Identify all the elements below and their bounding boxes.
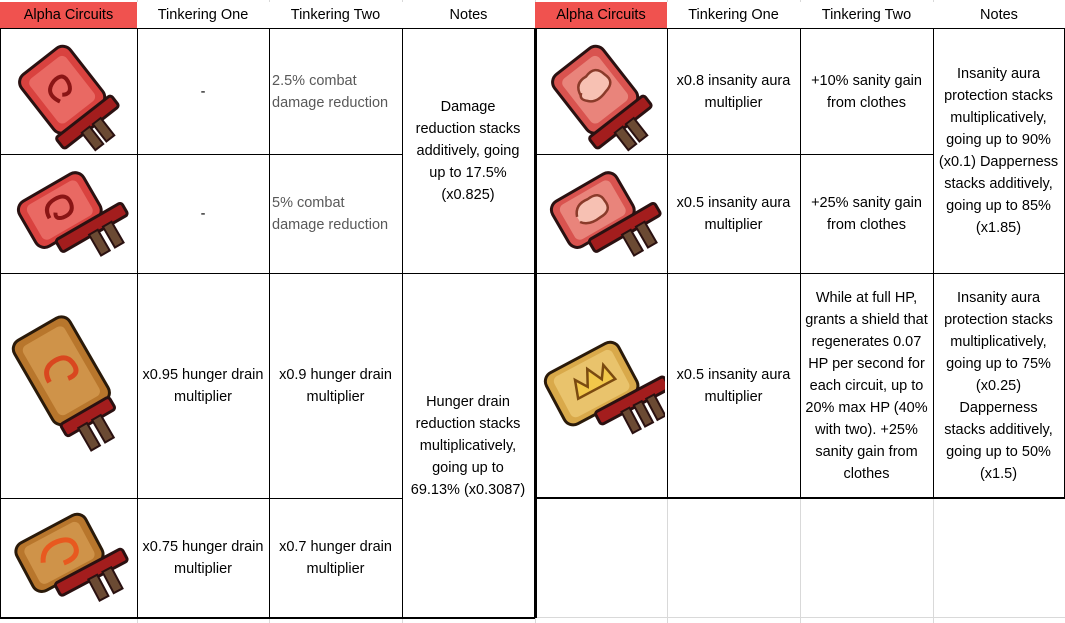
left-row2-tinkering-one: - <box>137 155 269 273</box>
right-row3-tinkering-one: x0.5 insanity aura multiplier <box>667 274 800 498</box>
left-row1-tinkering-two: 2.5% combat damage reduction <box>269 29 402 154</box>
left-row2-tinkering-two: 5% combat damage reduction <box>269 155 402 273</box>
right-row1-tinkering-one: x0.8 insanity aura multiplier <box>667 29 800 154</box>
right-row2-tinkering-two: +25% sanity gain from clothes <box>800 155 933 273</box>
header-tinkering-one: Tinkering One <box>667 2 800 28</box>
header-alpha-circuits: Alpha Circuits <box>535 2 667 28</box>
divider <box>800 28 801 498</box>
divider <box>269 28 270 618</box>
header-notes: Notes <box>933 2 1065 28</box>
orange-circuit-icon <box>1 274 137 498</box>
left-notes-hunger: Hunger drain reduction stacks multiplicatively, going up to 69.13% (x0.3087) <box>402 274 534 617</box>
divider <box>535 154 933 155</box>
header-tinkering-two: Tinkering Two <box>800 2 933 28</box>
right-row2-tinkering-one: x0.5 insanity aura multiplier <box>667 155 800 273</box>
left-row1-tinkering-one: - <box>137 29 269 154</box>
divider <box>667 28 668 498</box>
orange-circuit-icon <box>1 499 137 617</box>
left-row3-tinkering-one: x0.95 hunger drain multiplier <box>137 274 269 498</box>
left-row3-tinkering-two: x0.9 hunger drain multiplier <box>269 274 402 498</box>
right-row1-tinkering-two: +10% sanity gain from clothes <box>800 29 933 154</box>
divider <box>0 498 402 499</box>
right-notes-insanity-75: Insanity aura protection stacks multiplicatively, going up to 75% (x0.25) Dapperness stacks additively, going up to 50% (x1.5) <box>933 274 1064 498</box>
right-notes-insanity-90: Insanity aura protection stacks multiplicatively, going up to 90% (x0.1) Dapperness stacks additively, going up to 85% (x1.85) <box>933 29 1064 273</box>
header-notes: Notes <box>402 2 535 28</box>
divider <box>933 28 934 498</box>
pink-brain-circuit-icon <box>536 155 667 273</box>
divider <box>137 28 138 618</box>
header-tinkering-two: Tinkering Two <box>269 2 402 28</box>
pink-brain-circuit-icon <box>536 29 667 154</box>
left-row4-tinkering-two: x0.7 hunger drain multiplier <box>269 499 402 617</box>
red-circuit-icon <box>1 155 137 273</box>
divider <box>402 28 403 618</box>
right-row3-tinkering-two: While at full HP, grants a shield that regenerates 0.07 HP per second for each circuit, up to 20% max HP (40% with two). +25% sanity gain from clothes <box>800 274 933 498</box>
left-row4-tinkering-one: x0.75 hunger drain multiplier <box>137 499 269 617</box>
divider <box>0 617 535 619</box>
divider <box>0 154 402 155</box>
divider <box>535 28 537 618</box>
left-notes-damage: Damage reduction stacks additively, going up to 17.5% (x0.825) <box>402 29 534 273</box>
red-circuit-icon <box>1 29 137 154</box>
divider <box>0 273 535 274</box>
header-tinkering-one: Tinkering One <box>137 2 269 28</box>
gold-crown-circuit-icon <box>536 274 667 498</box>
header-alpha-circuits: Alpha Circuits <box>0 2 137 28</box>
